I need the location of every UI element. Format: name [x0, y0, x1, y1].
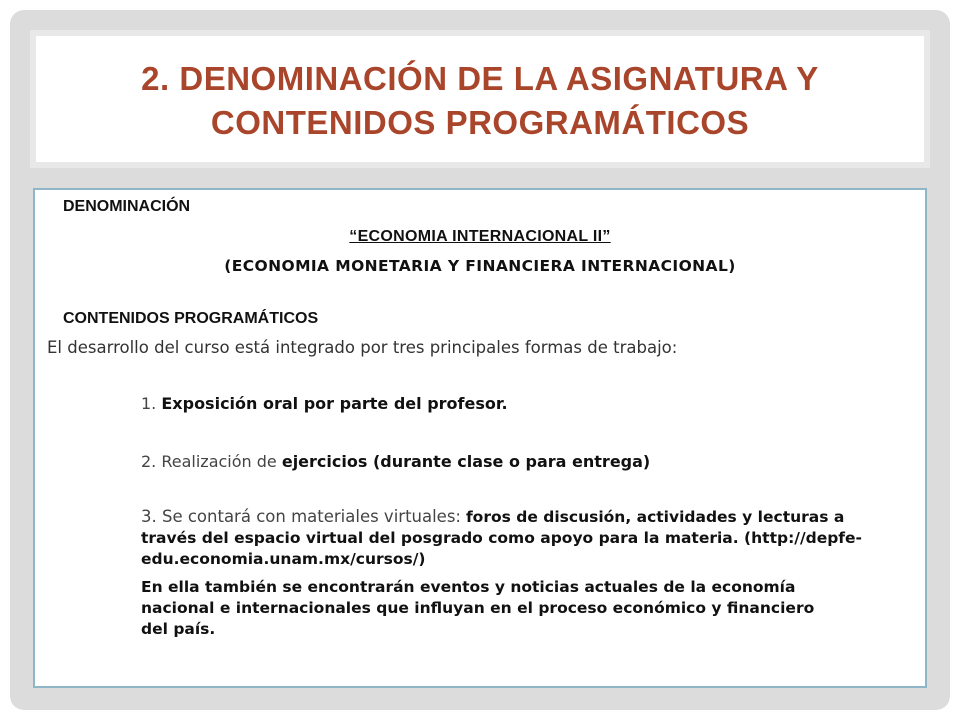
item1-number: 1. [141, 394, 157, 413]
item3-bold: foros de discusión, actividades y lecturas a través del espacio virtual del posgrado como apoyo para la materia. (http://depfe-edu.economia.unam.mx/cursos/) [141, 508, 862, 568]
course-name-line [35, 226, 925, 246]
extra-paragraph: En ella también se encontrarán eventos y noticias actuales de la economía nacional e internacionales que influyan en el proceso económico y financiero del país. [141, 578, 815, 638]
title-box [30, 30, 930, 168]
contenidos-intro: El desarrollo del curso está integrado por tres principales formas de trabajo: [47, 338, 678, 357]
list-item-2 [141, 452, 650, 471]
list-item-1 [141, 394, 508, 413]
item2-text: 2. Realización de [141, 452, 277, 471]
course-name: “ECONOMIA INTERNACIONAL II” [349, 228, 611, 245]
denominacion-heading: DENOMINACIÓN [63, 198, 191, 215]
list-item-3 [141, 506, 881, 570]
content-box [33, 188, 927, 688]
item2-bold: ejercicios (durante clase o para entrega) [281, 452, 651, 471]
slide-title: 2. DENOMINACIÓN DE LA ASIGNATURA Y CONTENIDOS PROGRAMÁTICOS [141, 60, 819, 141]
contenidos-heading: CONTENIDOS PROGRAMÁTICOS [63, 310, 319, 327]
item3-text: 3. Se contará con materiales virtuales: [141, 507, 461, 526]
course-subtitle: (ECONOMIA MONETARIA Y FINANCIERA INTERNACIONAL) [224, 257, 736, 275]
item1-bold: Exposición oral por parte del profesor. [161, 394, 508, 413]
